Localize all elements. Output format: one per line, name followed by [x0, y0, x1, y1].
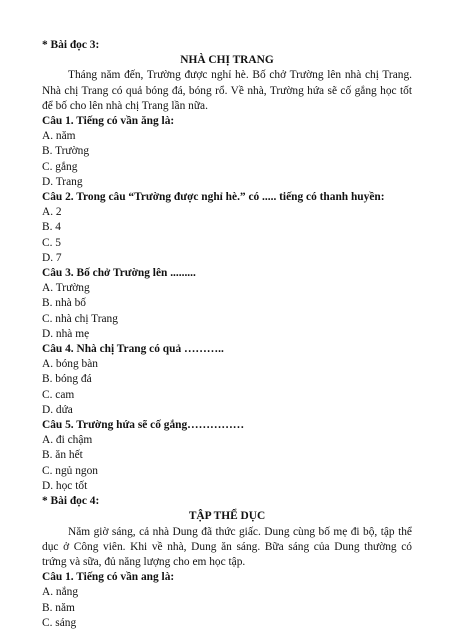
reading3-question-1: [42, 114, 412, 190]
question-text: Câu 5. Trường hứa sẽ cố gắng……………: [42, 419, 245, 432]
reading3-passage: Tháng năm đến, Trường được nghỉ hè. Bố chở Trường lên nhà chị Trang. Nhà chị Trang có quả bóng đá, bóng rổ. Về nhà, Trường hứa sẽ cố gắng học tốt để bố cho lên nhà chị Trang lần nữa.: [42, 69, 412, 112]
option: D. Trang: [42, 175, 83, 188]
option: A. nắng: [42, 586, 79, 599]
reading3-question-2: [42, 190, 412, 266]
reading3-question-4: [42, 342, 412, 418]
option: B. 4: [42, 221, 61, 234]
reading3-title: NHÀ CHỊ TRANG: [180, 54, 274, 67]
reading4-title: TẬP THỂ DỤC: [188, 510, 266, 523]
reading4-question-1: [42, 570, 412, 631]
reading4-passage: Năm giờ sáng, cả nhà Dung đã thức giấc. Dung cùng bố mẹ đi bộ, tập thể dục ở Công viên. Khi về nhà, Dung ăn sáng. Bữa sáng của Dung thường có trứng và sữa, đủ năng lượng cho em học tập.: [42, 525, 412, 568]
question-text: Câu 1. Tiếng có vần ăng là:: [42, 115, 175, 128]
question-text: Câu 2. Trong câu “Trường được nghỉ hè.” có ..... tiếng có thanh huyền:: [42, 191, 385, 204]
option: C. gắng: [42, 160, 78, 173]
option: A. năm: [42, 130, 76, 143]
reading4-heading: * Bài đọc 4:: [42, 495, 100, 508]
reading3-question-3: [42, 266, 412, 342]
reading3-question-5: [42, 418, 412, 494]
option: C. nhà chị Trang: [42, 312, 118, 325]
question-text: Câu 3. Bố chở Trường lên .........: [42, 267, 196, 280]
option: B. nhà bố: [42, 297, 86, 310]
document-page: [42, 38, 412, 631]
option: B. năm: [42, 601, 75, 614]
option: B. Trường: [42, 145, 90, 158]
option: D. dứa: [42, 403, 73, 416]
option: A. bóng bàn: [42, 358, 98, 371]
option: C. sáng: [42, 616, 77, 629]
option: B. ăn hết: [42, 449, 83, 462]
option: B. bóng đá: [42, 373, 92, 386]
option: A. 2: [42, 206, 62, 219]
reading3-heading: * Bài đọc 3:: [42, 39, 100, 51]
option: D. nhà mẹ: [42, 327, 90, 340]
option: D. học tốt: [42, 479, 88, 492]
question-text: Câu 4. Nhà chị Trang có quả ………..: [42, 343, 224, 356]
question-text: Câu 1. Tiếng có vần ang là:: [42, 571, 175, 584]
option: A. Trường: [42, 282, 90, 295]
option: C. ngủ ngon: [42, 464, 99, 477]
option: D. 7: [42, 251, 62, 264]
option: C. 5: [42, 236, 61, 249]
option: A. đi chậm: [42, 434, 93, 447]
option: C. cam: [42, 388, 75, 401]
